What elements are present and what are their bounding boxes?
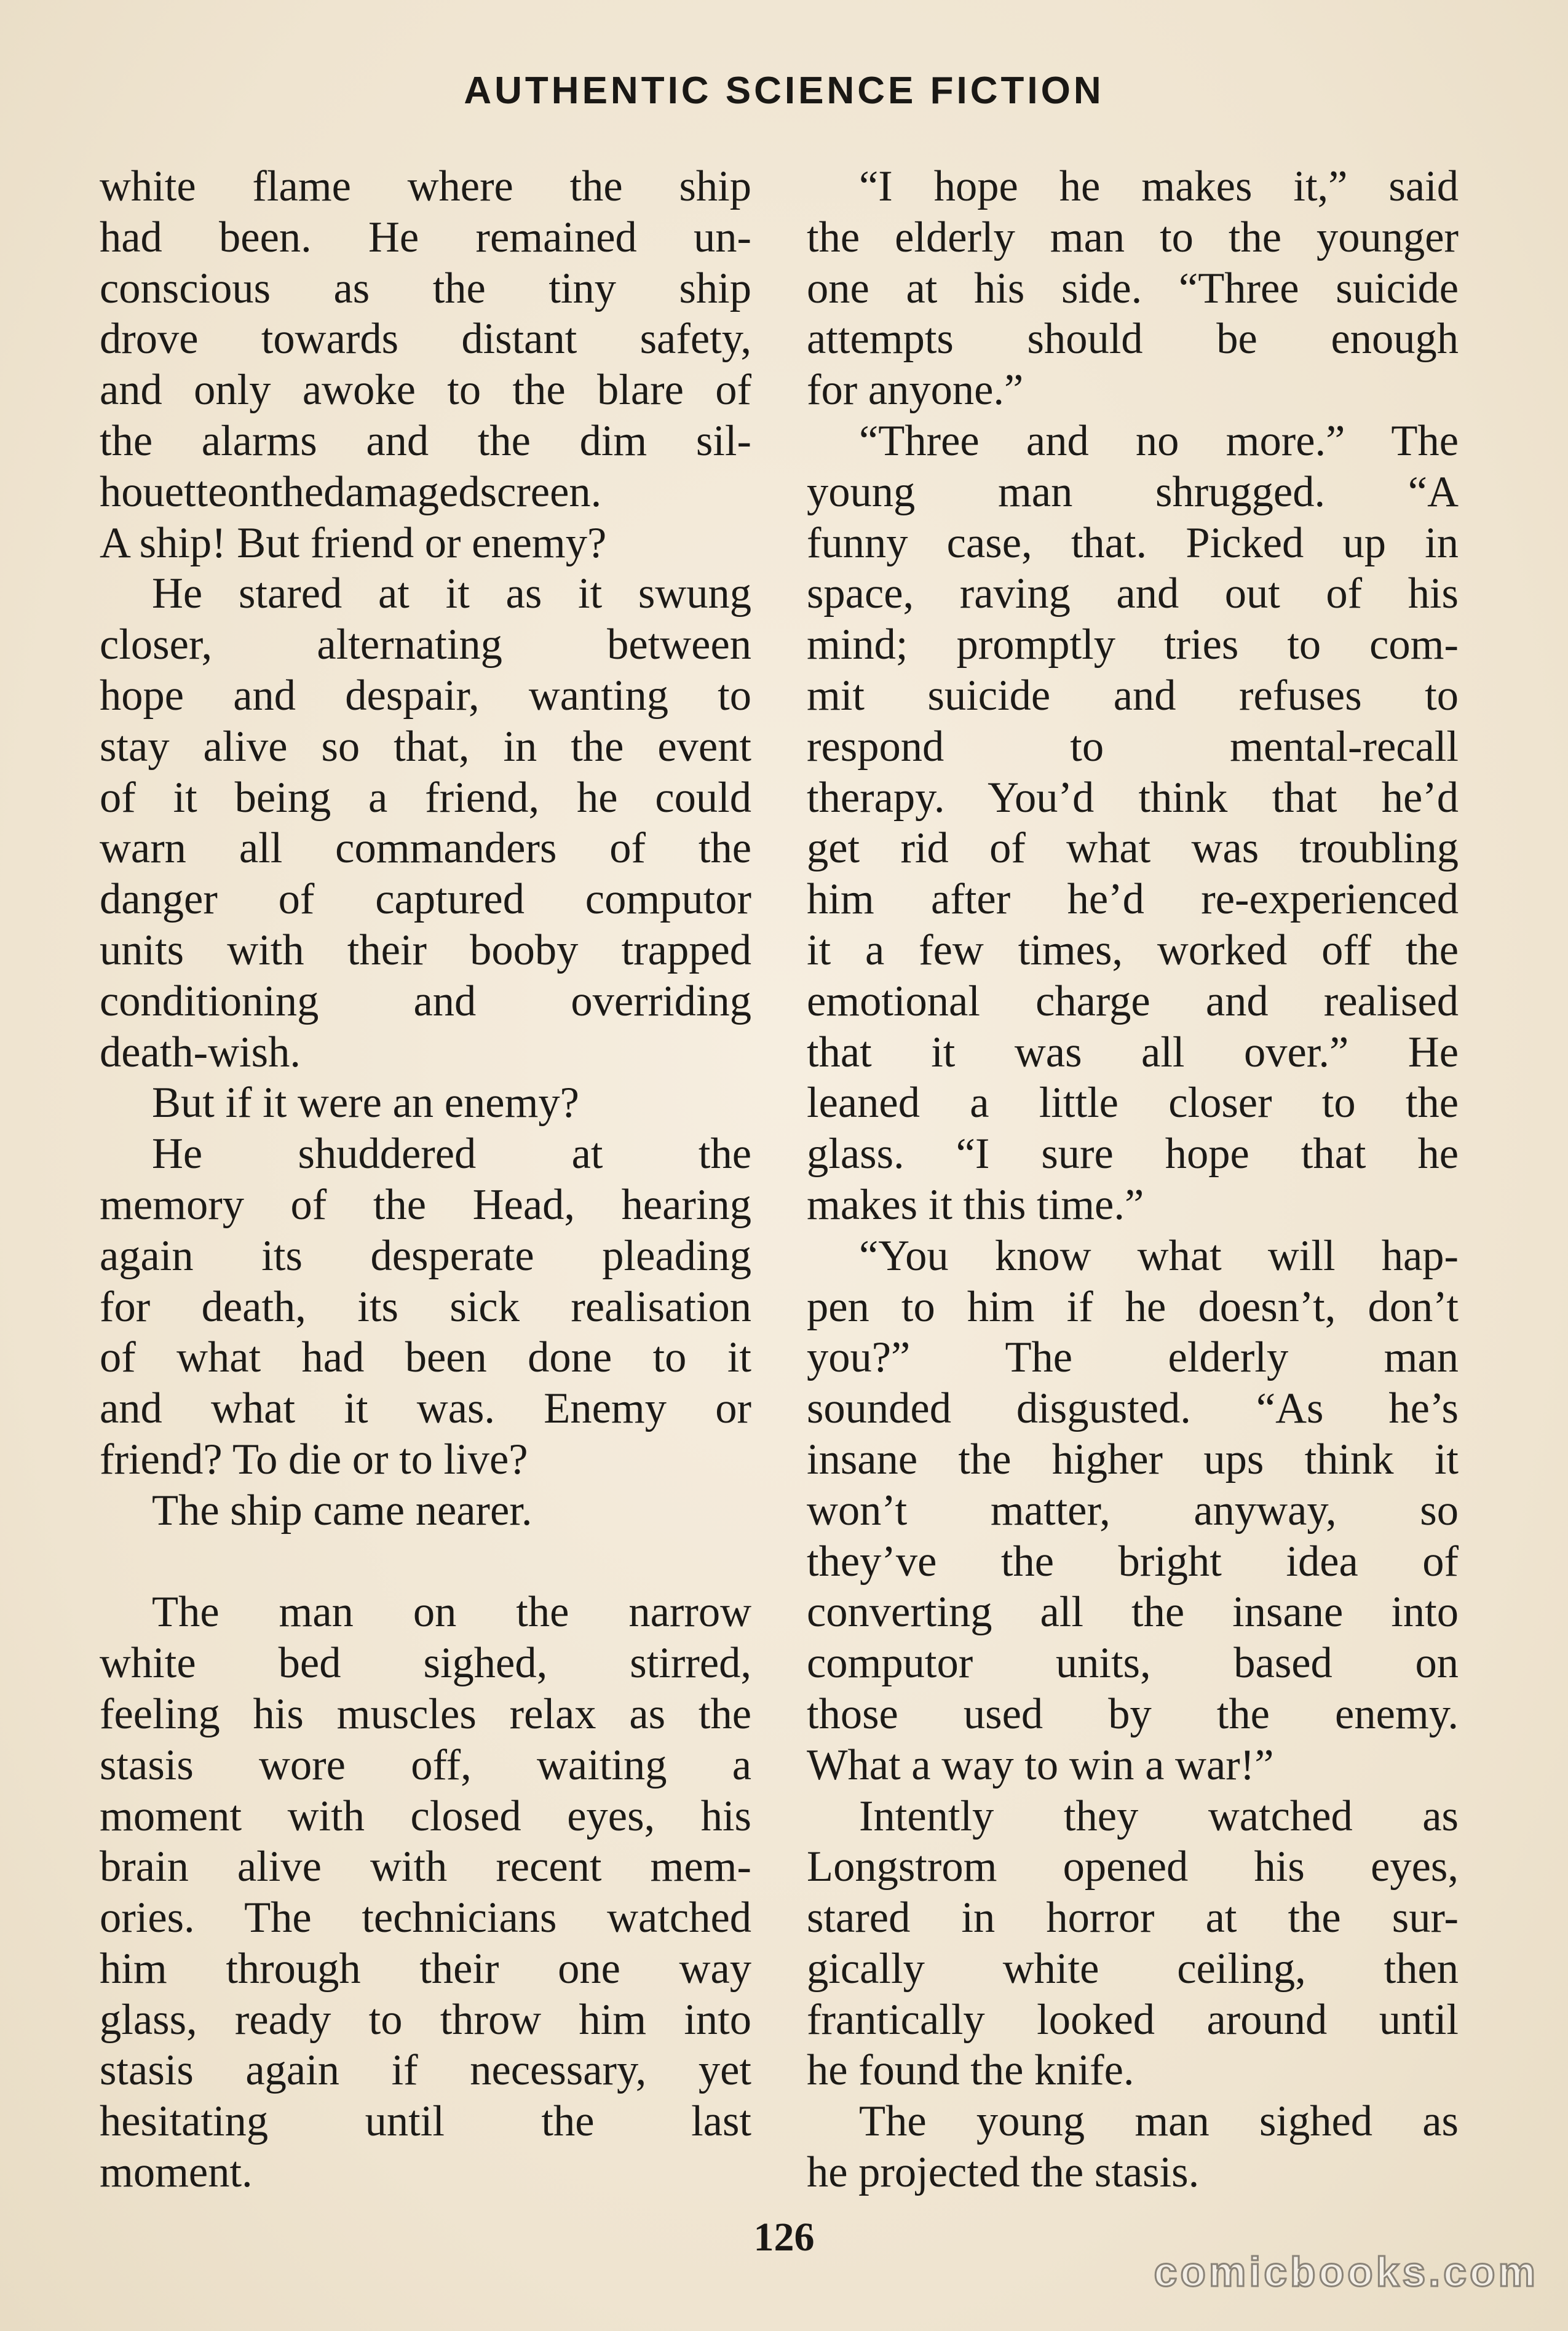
text-line: mind; promptly tries to com- — [807, 621, 1459, 669]
text-line: stasis wore off, waiting a — [100, 1741, 751, 1789]
text-line: had been. He remained un- — [100, 213, 751, 261]
text-line: him after he’d re-experienced — [807, 875, 1459, 924]
text-line: conditioning and overriding — [100, 977, 751, 1025]
text-line: and what it was. Enemy or — [100, 1384, 751, 1433]
text-line: closer, alternating between — [100, 621, 751, 669]
text-line: young man shrugged. “A — [807, 467, 1459, 516]
text-line: moment with closed eyes, his — [100, 1792, 751, 1840]
text-line: The young man sighed as — [859, 2097, 1459, 2146]
text-line: respond to mental-recall — [807, 722, 1459, 771]
text-line: death-wish. — [100, 1028, 301, 1076]
text-line: He stared at it as it swung — [152, 570, 751, 618]
text-line: white bed sighed, stirred, — [100, 1639, 751, 1688]
text-line: you?” The elderly man — [807, 1333, 1459, 1382]
text-line: Intently they watched as — [859, 1792, 1459, 1840]
text-line: it a few times, worked off the — [807, 926, 1459, 974]
text-line: the elderly man to the younger — [807, 213, 1459, 261]
text-line: of what had been done to it — [100, 1333, 751, 1382]
text-line: hesitating until the last — [100, 2097, 751, 2146]
text-line: units with their booby trapped — [100, 926, 751, 974]
text-line: funny case, that. Picked up in — [807, 518, 1459, 567]
text-line: ories. The technicians watched — [100, 1894, 751, 1942]
text-line: and only awoke to the blare of — [100, 366, 751, 415]
text-line: therapy. You’d think that he’d — [807, 773, 1459, 822]
text-line: “I hope he makes it,” said — [859, 162, 1459, 210]
text-line: He shuddered at the — [152, 1130, 751, 1178]
text-line: one at his side. “Three suicide — [807, 264, 1459, 312]
text-line: friend? To die or to live? — [100, 1435, 528, 1483]
text-line: those used by the enemy. — [807, 1690, 1459, 1738]
text-line: he found the knife. — [807, 2046, 1134, 2095]
text-line: moment. — [100, 2148, 253, 2197]
text-line: memory of the Head, hearing — [100, 1180, 751, 1229]
text-line: again its desperate pleading — [100, 1231, 751, 1280]
text-line: of it being a friend, he could — [100, 773, 751, 822]
text-line: leaned a little closer to the — [807, 1079, 1459, 1127]
text-line: “Three and no more.” The — [859, 416, 1459, 465]
text-line: feeling his muscles relax as the — [100, 1690, 751, 1738]
text-line: the alarms and the dim sil- — [100, 416, 751, 465]
text-line: frantically looked around until — [807, 1995, 1459, 2044]
text-line: A ship! But friend or enemy? — [100, 518, 607, 567]
text-line: for death, its sick realisation — [100, 1282, 751, 1331]
text-line: brain alive with recent mem- — [100, 1843, 751, 1891]
text-line: danger of captured computor — [100, 875, 751, 924]
text-line: get rid of what was troubling — [807, 824, 1459, 873]
text-line: glass. “I sure hope that he — [807, 1130, 1459, 1178]
text-line: white flame where the ship — [100, 162, 751, 210]
text-line: space, raving and out of his — [807, 570, 1459, 618]
text-line: attempts should be enough — [807, 315, 1459, 363]
text-line: drove towards distant safety, — [100, 315, 751, 363]
running-head: AUTHENTIC SCIENCE FICTION — [464, 69, 1104, 112]
text-line: him through their one way — [100, 1944, 751, 1993]
text-line: The ship came nearer. — [152, 1486, 533, 1535]
text-line: he projected the stasis. — [807, 2148, 1200, 2197]
text-line: pen to him if he doesn’t, don’t — [807, 1282, 1459, 1331]
text-line: What a way to win a war!” — [807, 1741, 1274, 1789]
text-line: makes it this time.” — [807, 1180, 1144, 1229]
text-line: But if it were an enemy? — [152, 1079, 579, 1127]
text-line: warn all commanders of the — [100, 824, 751, 873]
text-line: gically white ceiling, then — [807, 1944, 1459, 1993]
text-line: The man on the narrow — [152, 1588, 751, 1637]
text-line: emotional charge and realised — [807, 977, 1459, 1025]
text-line: “You know what will hap- — [859, 1231, 1459, 1280]
text-line: stasis again if necessary, yet — [100, 2046, 751, 2095]
text-line: stared in horror at the sur- — [807, 1894, 1459, 1942]
text-line: for anyone.” — [807, 366, 1024, 415]
text-line: Longstrom opened his eyes, — [807, 1843, 1459, 1891]
text-line: hope and despair, wanting to — [100, 671, 751, 720]
text-line: that it was all over.” He — [807, 1028, 1459, 1076]
text-line: conscious as the tiny ship — [100, 264, 751, 312]
text-line: computor units, based on — [807, 1639, 1459, 1688]
text-line: they’ve the bright idea of — [807, 1537, 1459, 1586]
text-line — [100, 1536, 751, 1587]
text-line: insane the higher ups think it — [807, 1435, 1459, 1483]
text-line: stay alive so that, in the event — [100, 722, 751, 771]
page-number: 126 — [753, 2215, 815, 2260]
text-line: mit suicide and refuses to — [807, 671, 1459, 720]
text-line: houetteonthedamagedscreen. — [100, 467, 602, 516]
text-line: sounded disgusted. “As he’s — [807, 1384, 1459, 1433]
text-line: converting all the insane into — [807, 1588, 1459, 1637]
text-line: glass, ready to throw him into — [100, 1995, 751, 2044]
watermark: comicbooks.com — [1154, 2249, 1538, 2295]
text-column-left — [100, 161, 751, 2198]
text-column-right — [807, 161, 1459, 2198]
text-line: won’t matter, anyway, so — [807, 1486, 1459, 1535]
